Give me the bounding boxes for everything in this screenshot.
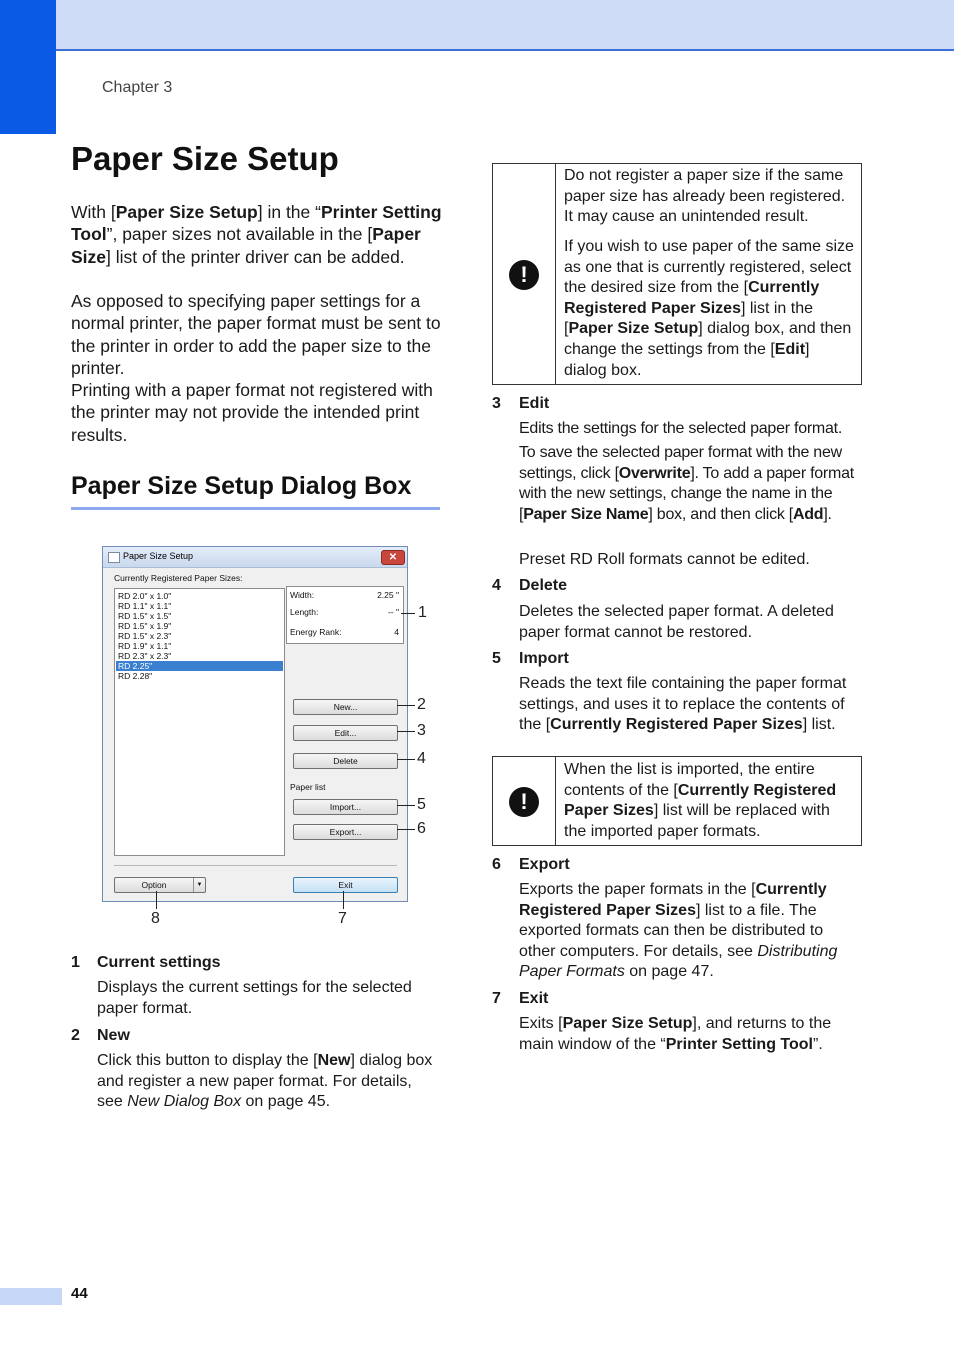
item-heading: Export [519, 856, 570, 873]
page-title: Paper Size Setup [71, 140, 339, 177]
import-button[interactable]: Import... [293, 799, 398, 815]
note-text: Do not register a paper size if the same paper size has already been registered. It may cause an unintended result. [564, 167, 846, 226]
item-body: Click this button to display the [New] dialog box and register a new paper format. For details, see New Dialog Box on page 45. [97, 1052, 433, 1111]
item-body: Preset RD Roll formats cannot be edited. [519, 551, 810, 568]
list-item[interactable]: RD 1.9" x 1.1" [118, 641, 172, 651]
note-text: If you wish to use paper of the same size as one that is currently registered, select the desired size from the [Currently Registered Paper Sizes] list in the [Paper Size Setup] dialog box, and then change the settings from the [Edit] dialog box. [564, 238, 854, 379]
item-body: Edits the settings for the selected paper format. [519, 420, 843, 437]
item-number: 2 [71, 1027, 80, 1044]
edit-button[interactable]: Edit... [293, 725, 398, 741]
callout-6: 6 [417, 820, 426, 837]
callout-line [156, 891, 157, 909]
list-item[interactable]: RD 2.3" x 2.3" [118, 651, 172, 661]
current-settings-panel [286, 586, 404, 644]
window-icon [108, 552, 120, 563]
header-bar [0, 0, 954, 51]
length-label: Length: [290, 607, 319, 617]
item-heading: Exit [519, 990, 549, 1007]
item-number: 6 [492, 856, 501, 873]
chapter-tab [0, 0, 56, 134]
note-box [492, 163, 862, 385]
intro-paragraph-3: Printing with a paper format not registered with the printer may not provide the intended print results. [71, 380, 433, 445]
paper-size-setup-dialog [102, 546, 408, 902]
note-text: When the list is imported, the entire contents of the [Currently Registered Paper Sizes] list will be replaced with the imported paper formats. [564, 761, 837, 840]
chapter-label: Chapter 3 [102, 79, 173, 96]
paper-list-label: Paper list [290, 782, 326, 792]
list-item[interactable]: RD 2.28" [118, 671, 153, 681]
export-button[interactable]: Export... [293, 824, 398, 840]
section-rule [71, 507, 440, 510]
item-number: 3 [492, 395, 501, 412]
callout-2: 2 [417, 696, 426, 713]
close-icon[interactable]: ✕ [381, 550, 405, 565]
new-button[interactable]: New... [293, 699, 398, 715]
item-heading: Edit [519, 395, 550, 412]
exit-button[interactable]: Exit [293, 877, 398, 893]
callout-1: 1 [418, 604, 427, 621]
note-icon-cell [493, 164, 556, 384]
dropdown-arrow-icon[interactable]: ▼ [193, 878, 205, 892]
delete-button[interactable]: Delete [293, 753, 398, 769]
item-heading: Delete [519, 577, 568, 594]
list-item-selected[interactable]: RD 2.25" [116, 661, 283, 671]
item-body: Deletes the selected paper format. A deleted paper format cannot be restored. [519, 603, 834, 641]
energy-rank-label: Energy Rank: [290, 627, 342, 637]
width-label: Width: [290, 590, 315, 600]
list-label: Currently Registered Paper Sizes: [114, 573, 243, 583]
item-body: To save the selected paper format with the new settings, click [Overwrite]. To add a paper format with the new settings, change the name in the [Paper Size Name] box, and then click [Add]. [519, 444, 854, 523]
page-number: 44 [71, 1285, 88, 1302]
callout-7: 7 [338, 910, 347, 927]
item-body: Exits [Paper Size Setup], and returns to the main window of the “Printer Setting Tool”. [519, 1015, 832, 1053]
callout-line [397, 731, 415, 732]
option-label: Option [141, 880, 167, 890]
callout-line [397, 759, 415, 760]
note-box [492, 756, 862, 846]
note-icon-cell [493, 757, 556, 845]
callout-line [397, 705, 415, 706]
callout-5: 5 [417, 796, 426, 813]
item-heading: New [97, 1027, 130, 1044]
callout-3: 3 [417, 722, 426, 739]
list-item[interactable]: RD 2.0" x 1.0" [118, 591, 172, 601]
section-title: Paper Size Setup Dialog Box [71, 472, 412, 500]
energy-rank-value: 4 [394, 627, 399, 637]
item-number: 4 [492, 577, 501, 594]
list-item[interactable]: RD 1.5" x 1.9" [118, 621, 172, 631]
width-value: 2.25 " [377, 590, 399, 600]
dialog-title: Paper Size Setup [123, 551, 194, 561]
list-item[interactable]: RD 1.5" x 1.5" [118, 611, 172, 621]
item-heading: Import [519, 650, 569, 667]
intro-paragraph-1: With [Paper Size Setup] in the “Printer Setting Tool”, paper sizes not available in the [Paper Size] list of the printer driver can be added. [71, 202, 442, 267]
intro-paragraph-2: As opposed to specifying paper settings for a normal printer, the paper format must be sent to the printer in order to add the paper size to the printer. [71, 291, 441, 379]
callout-line [401, 613, 415, 614]
list-item[interactable]: RD 1.1" x 1.1" [118, 601, 172, 611]
callout-line [397, 829, 415, 830]
item-number: 1 [71, 954, 80, 971]
paper-size-list[interactable] [114, 588, 285, 856]
callout-line [397, 805, 415, 806]
list-item[interactable]: RD 1.5" x 2.3" [118, 631, 172, 641]
item-body: Reads the text file containing the paper format settings, and uses it to replace the contents of the [Currently Registered Paper Sizes] list. [519, 675, 847, 734]
item-heading: Current settings [97, 954, 221, 971]
item-number: 5 [492, 650, 501, 667]
length-value: -- " [387, 607, 399, 617]
callout-8: 8 [151, 910, 160, 927]
callout-4: 4 [417, 750, 426, 767]
important-icon: ! [509, 260, 539, 290]
footer-bar [0, 1288, 62, 1305]
item-number: 7 [492, 990, 501, 1007]
dialog-titlebar [103, 547, 407, 568]
option-button[interactable] [114, 877, 206, 893]
dialog-separator [114, 865, 397, 866]
important-icon: ! [509, 787, 539, 817]
callout-line [343, 891, 344, 909]
item-body: Exports the paper formats in the [Currently Registered Paper Sizes] list to a file. The exported formats can then be distributed to other computers. For details, see Distributing Paper Formats on page 47. [519, 881, 838, 981]
item-body: Displays the current settings for the selected paper format. [97, 979, 412, 1017]
